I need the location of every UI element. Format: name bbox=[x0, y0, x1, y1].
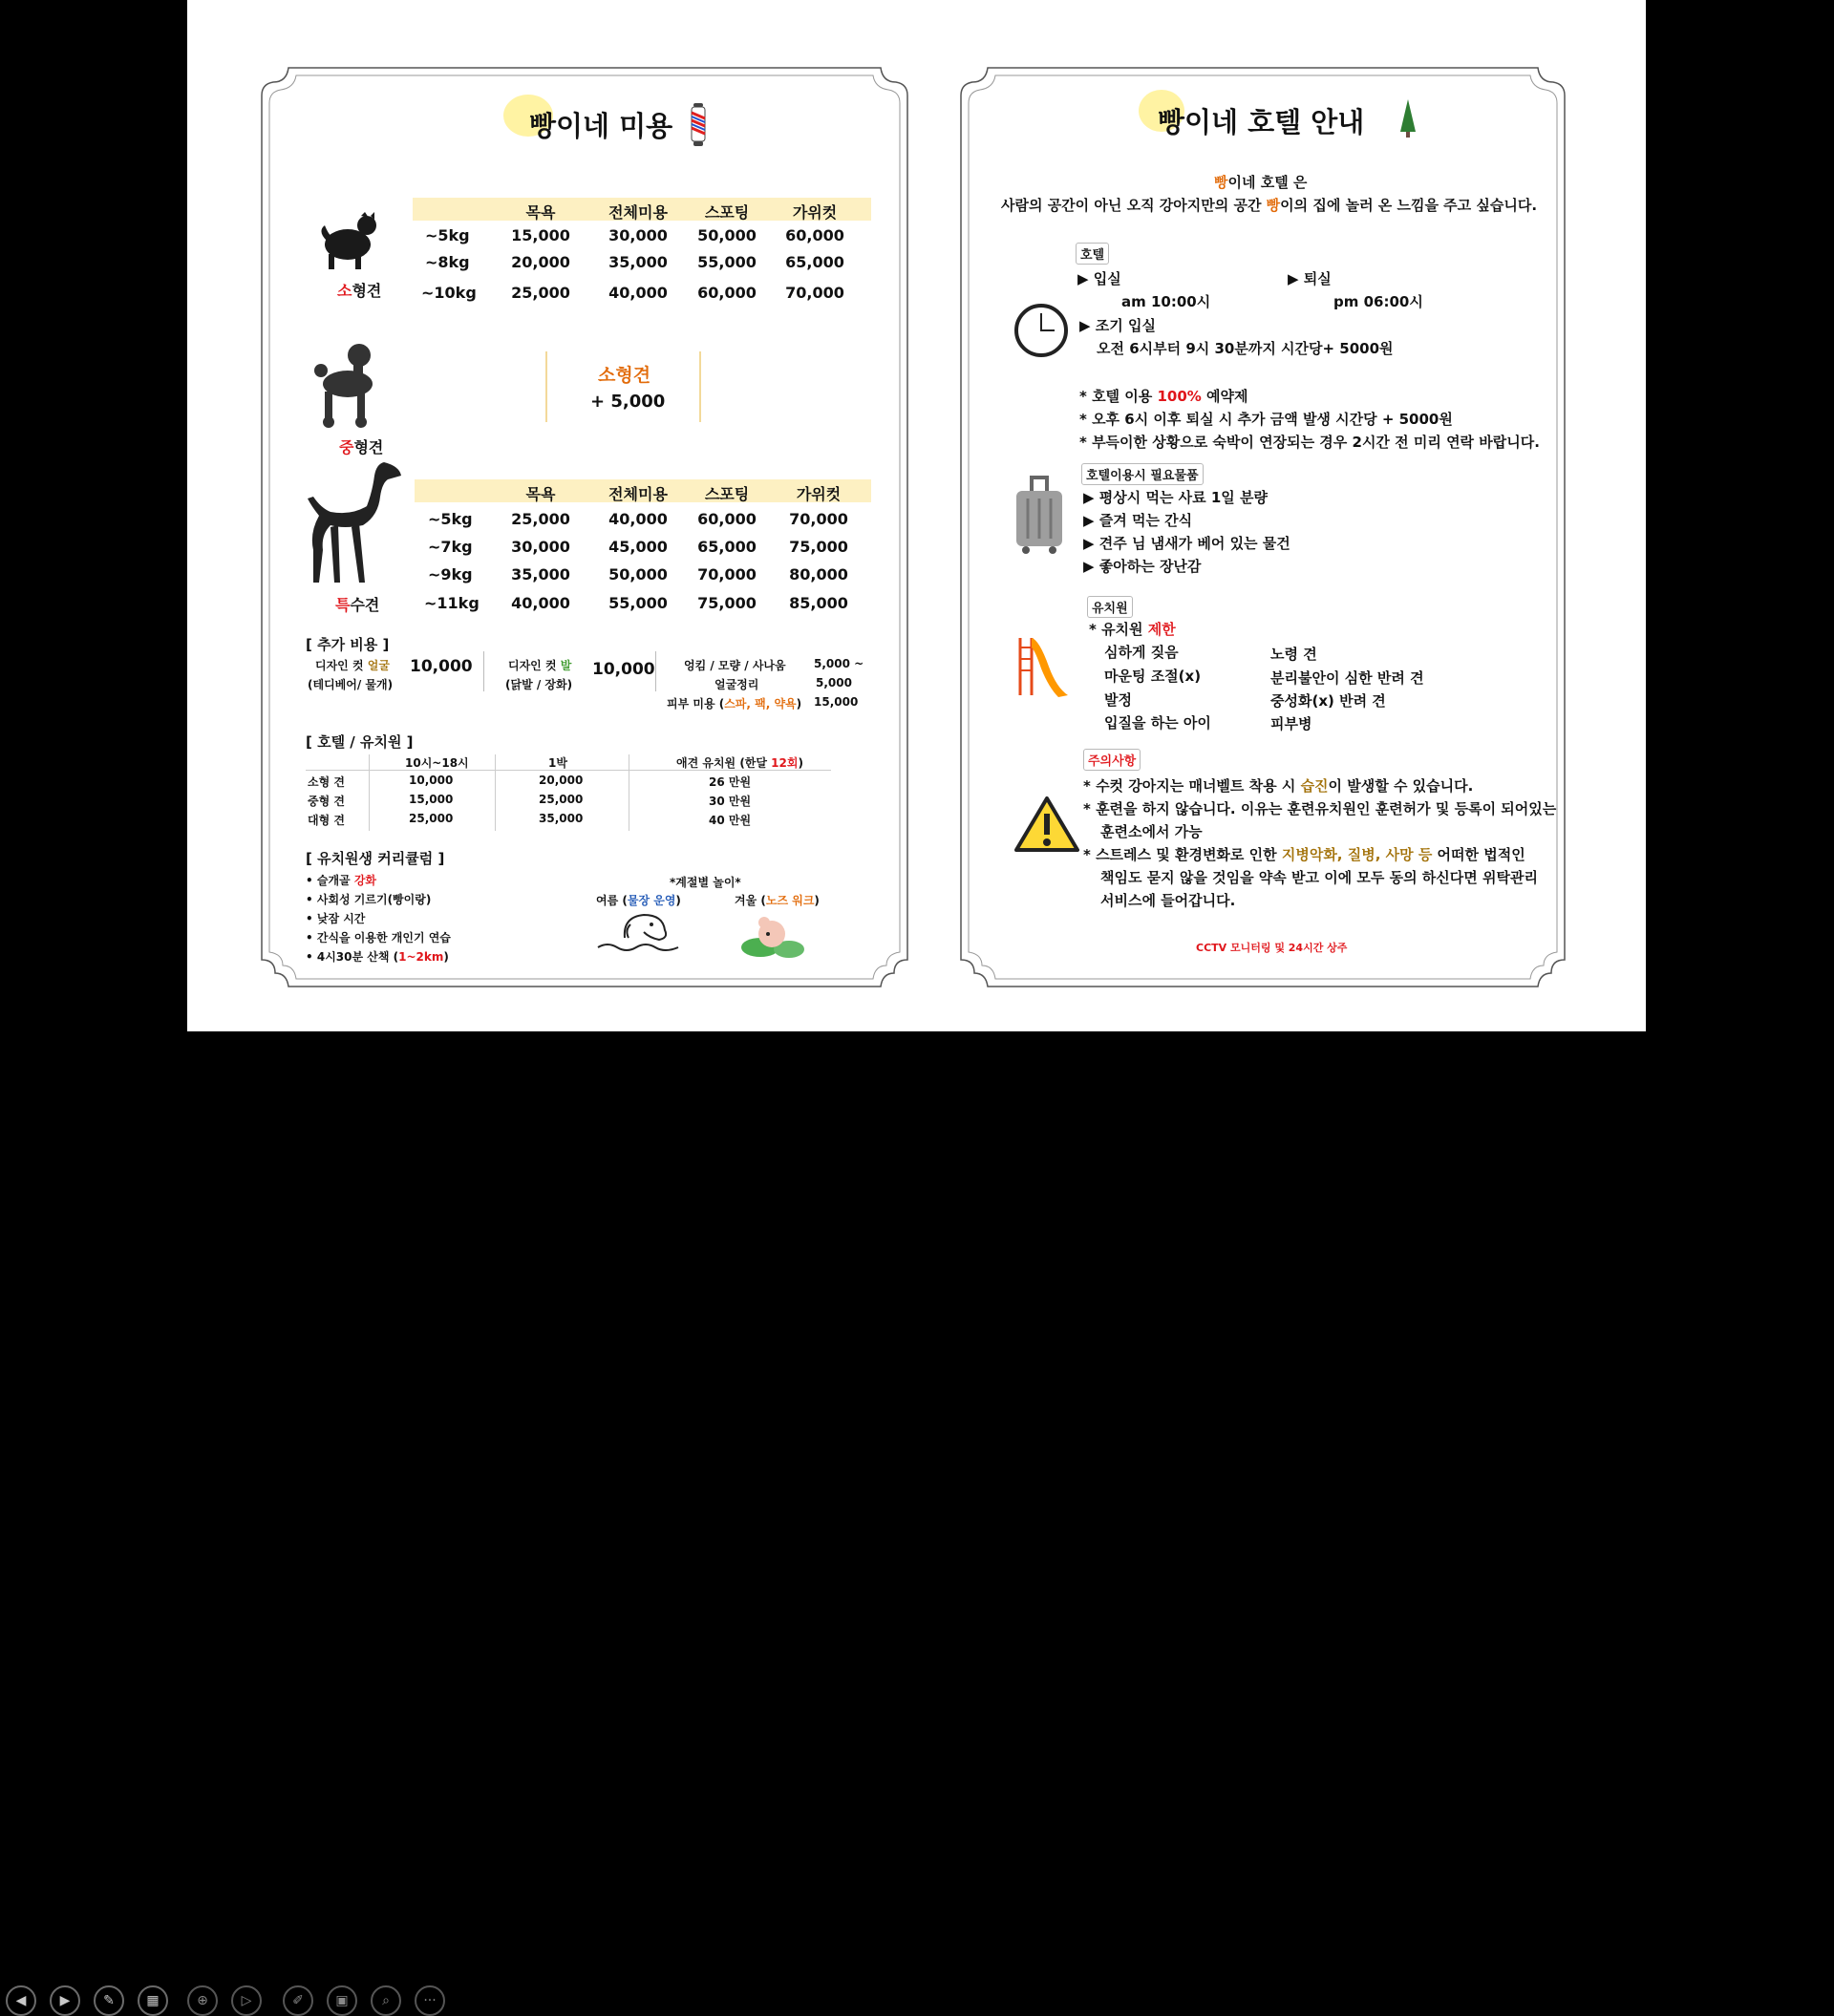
table-cell: 65,000 bbox=[684, 538, 770, 556]
curriculum-item: • 4시30분 산책 (1~2km) bbox=[306, 948, 449, 965]
hk-col-divider bbox=[369, 754, 370, 831]
table-cell: 25,000 bbox=[502, 510, 579, 528]
slides-icon[interactable] bbox=[138, 1985, 168, 2016]
table-cell: 35,000 bbox=[502, 565, 579, 584]
kinder-section-tag: 유치원 bbox=[1087, 596, 1133, 618]
table-cell: 70,000 bbox=[684, 565, 770, 584]
more-icon[interactable] bbox=[415, 1985, 445, 2016]
table-row-label: 소형 견 bbox=[308, 774, 345, 790]
kinder-restriction-heading: * 유치원 제한 bbox=[1089, 619, 1176, 639]
table-cell: 60,000 bbox=[772, 226, 858, 244]
video-glyph bbox=[242, 1993, 252, 2008]
slides-glyph bbox=[146, 1993, 159, 2008]
extra-skin-label: 피부 미용 (스파, 팩, 약욕) bbox=[667, 695, 801, 711]
video-icon[interactable] bbox=[231, 1985, 262, 2016]
greyhound-silhouette-icon bbox=[306, 458, 407, 592]
hk-col-day: 10시~18시 bbox=[405, 754, 469, 771]
next-glyph bbox=[60, 1993, 71, 2008]
medium-box-value: + 5,000 bbox=[590, 392, 665, 412]
kinder-restriction-item: 분리불안이 심한 반려 견 bbox=[1270, 668, 1424, 688]
seasonal-play-label: *계절별 놀이* bbox=[670, 874, 741, 890]
table-row-weight: ~11kg bbox=[424, 594, 480, 612]
table-cell: 35,000 bbox=[539, 812, 583, 825]
table-cell: 35,000 bbox=[590, 253, 686, 271]
table-cell: 25,000 bbox=[409, 812, 453, 825]
table-cell: 75,000 bbox=[776, 538, 862, 556]
checkout-label: ▶ 퇴실 bbox=[1288, 268, 1332, 288]
table-cell: 40,000 bbox=[502, 594, 579, 612]
extra-skin-price: 15,000 bbox=[814, 695, 858, 709]
kinder-restriction-item: 심하게 짖음 bbox=[1104, 642, 1179, 662]
special-header-full: 전체미용 bbox=[590, 482, 686, 504]
hotel-note-3: * 부득이한 상황으로 숙박이 연장되는 경우 2시간 전 미리 연락 바랍니다. bbox=[1079, 432, 1540, 452]
extra-face-trim-label: 얼굴정리 bbox=[714, 676, 758, 692]
table-cell: 25,000 bbox=[539, 793, 583, 806]
items-section-tag: 호텔이용시 필요물품 bbox=[1081, 463, 1204, 485]
caution-item-cont: 서비스에 들어갑니다. bbox=[1100, 890, 1235, 910]
table-cell: 55,000 bbox=[590, 594, 686, 612]
barber-pole-icon bbox=[688, 101, 709, 153]
hotel-kinder-heading: [ 호텔 / 유치원 ] bbox=[306, 732, 414, 752]
curriculum-item: • 낮잠 시간 bbox=[306, 910, 365, 926]
zoom-icon[interactable] bbox=[187, 1985, 218, 2016]
table-row-weight: ~10kg bbox=[421, 284, 477, 302]
summer-label: 여름 (물장 운영) bbox=[596, 892, 681, 908]
small-header-full: 전체미용 bbox=[590, 201, 686, 223]
table-cell: 20,000 bbox=[502, 253, 579, 271]
table-cell: 30,000 bbox=[590, 226, 686, 244]
winter-label: 겨울 (노즈 워크) bbox=[735, 892, 820, 908]
kinder-restriction-item: 입질을 하는 아이 bbox=[1104, 712, 1211, 732]
kinder-restriction-item: 노령 견 bbox=[1270, 644, 1317, 664]
curriculum-item: • 슬개골 강화 bbox=[306, 872, 376, 888]
table-cell: 10,000 bbox=[409, 774, 453, 787]
foot-cut-price: 10,000 bbox=[592, 660, 655, 679]
hk-header-line bbox=[306, 770, 831, 771]
hotel-note-2: * 오후 6시 이후 퇴실 시 추가 금액 발생 시간당 + 5000원 bbox=[1079, 409, 1453, 429]
tree-icon bbox=[1398, 97, 1418, 143]
special-header-sporting: 스포팅 bbox=[684, 482, 770, 504]
intro-line-1: 빵이네 호텔 은 bbox=[1214, 172, 1307, 192]
table-cell: 40,000 bbox=[590, 284, 686, 302]
hk-col-kinder: 애견 유치원 (한달 12회) bbox=[676, 754, 803, 771]
checkout-time: pm 06:00시 bbox=[1333, 291, 1423, 311]
extra-tangle-price: 5,000 ~ bbox=[814, 657, 864, 670]
pen-icon[interactable] bbox=[94, 1985, 124, 2016]
table-cell: 85,000 bbox=[776, 594, 862, 612]
special-header-bath: 목욕 bbox=[502, 482, 579, 504]
hk-col-night: 1박 bbox=[548, 754, 567, 771]
kinder-restriction-item: 발정 bbox=[1104, 690, 1132, 710]
small-dog-silhouette-icon bbox=[319, 212, 382, 275]
swimming-dog-icon bbox=[596, 909, 682, 961]
zoom-glyph bbox=[197, 1993, 208, 2008]
next-icon[interactable] bbox=[50, 1985, 80, 2016]
table-cell: 40 만원 bbox=[709, 812, 751, 828]
special-dog-label: 특수견 bbox=[335, 593, 379, 615]
pen-glyph bbox=[103, 1993, 115, 2008]
search-icon[interactable] bbox=[371, 1985, 401, 2016]
table-row-weight: ~9kg bbox=[428, 565, 473, 584]
caution-item: * 훈련을 하지 않습니다. 이유는 훈련유치원인 훈련허가 및 등록이 되어있는 bbox=[1083, 798, 1556, 818]
hotel-section-tag: 호텔 bbox=[1076, 243, 1109, 265]
early-checkin-label: ▶ 조기 입실 bbox=[1079, 315, 1156, 335]
table-row-weight: ~7kg bbox=[428, 538, 473, 556]
kinder-restriction-item: 마운팅 조절(x) bbox=[1104, 666, 1201, 686]
table-cell: 80,000 bbox=[776, 565, 862, 584]
slide-canvas bbox=[187, 0, 1646, 1031]
right-title: 빵이네 호텔 안내 bbox=[1158, 101, 1364, 140]
table-cell: 70,000 bbox=[776, 510, 862, 528]
table-cell: 30,000 bbox=[502, 538, 579, 556]
presentation-toolbar bbox=[0, 989, 497, 1031]
table-cell: 15,000 bbox=[409, 793, 453, 806]
caution-item-cont: 훈련소에서 가능 bbox=[1100, 821, 1203, 841]
early-checkin-text: 오전 6시부터 9시 30분까지 시간당+ 5000원 bbox=[1097, 338, 1394, 358]
cctv-notice: CCTV 모니터링 및 24시간 상주 bbox=[1196, 940, 1347, 955]
checkin-time: am 10:00시 bbox=[1121, 291, 1210, 311]
curriculum-item: • 간식을 이용한 개인기 연습 bbox=[306, 929, 451, 945]
caution-item: * 스트레스 및 환경변화로 인한 지병악화, 질병, 사망 등 어떠한 법적인 bbox=[1083, 844, 1525, 864]
extra-face-trim-price: 5,000 bbox=[816, 676, 852, 690]
small-header-bath: 목욕 bbox=[502, 201, 579, 223]
table-cell: 60,000 bbox=[684, 284, 770, 302]
items-list-item: ▶ 견주 님 냄새가 베어 있는 물건 bbox=[1083, 533, 1290, 553]
kinder-restriction-item: 피부병 bbox=[1270, 713, 1312, 733]
foot-cut-sub: (닭발 / 장화) bbox=[505, 676, 572, 692]
table-cell: 15,000 bbox=[502, 226, 579, 244]
poodle-silhouette-icon bbox=[309, 342, 382, 434]
search-glyph bbox=[382, 1993, 390, 2008]
extra-tangle-label: 엉킴 / 모량 / 사나움 bbox=[684, 657, 786, 673]
table-cell: 45,000 bbox=[590, 538, 686, 556]
face-cut-label: 디자인 컷 얼굴 bbox=[315, 657, 390, 673]
extra-cost-heading: [ 추가 비용 ] bbox=[306, 634, 389, 654]
warning-icon bbox=[1014, 795, 1079, 858]
hotel-note-1: * 호텔 이용 100% 예약제 bbox=[1079, 386, 1248, 406]
clock-icon bbox=[1014, 304, 1068, 361]
table-row-weight: ~5kg bbox=[425, 226, 470, 244]
table-cell: 25,000 bbox=[502, 284, 579, 302]
intro-line-2: 사람의 공간이 아닌 오직 강아지만의 공간 빵이의 집에 놀러 온 느낌을 주고 싶습니다. bbox=[1001, 195, 1537, 215]
medium-dog-label: 중형견 bbox=[339, 435, 383, 457]
caution-section-tag: 주의사항 bbox=[1083, 749, 1141, 771]
prev-icon[interactable] bbox=[6, 1985, 36, 2016]
hk-col-divider bbox=[495, 754, 496, 831]
curriculum-heading: [ 유치원생 커리큘럼 ] bbox=[306, 848, 444, 868]
face-cut-sub: (테디베어/ 물개) bbox=[308, 676, 393, 692]
extra-divider bbox=[655, 651, 656, 691]
table-cell: 30 만원 bbox=[709, 793, 751, 809]
items-list-item: ▶ 즐겨 먹는 간식 bbox=[1083, 510, 1192, 530]
checkin-label: ▶ 입실 bbox=[1077, 268, 1121, 288]
medium-box-title: 소형견 bbox=[598, 361, 650, 387]
kinder-restriction-item: 중성화(x) 반려 견 bbox=[1270, 690, 1386, 711]
edit-glyph bbox=[292, 1993, 304, 2008]
caution-item-cont: 책임도 묻지 않을 것임을 약속 받고 이에 모두 동의 하신다면 위탁관리 bbox=[1100, 867, 1538, 887]
table-cell: 50,000 bbox=[684, 226, 770, 244]
table-row-label: 대형 견 bbox=[308, 812, 345, 828]
screen-glyph bbox=[335, 1993, 348, 2008]
curriculum-item: • 사회성 기르기(빵이랑) bbox=[306, 891, 431, 907]
items-list-item: ▶ 좋아하는 장난감 bbox=[1083, 556, 1201, 576]
table-cell: 20,000 bbox=[539, 774, 583, 787]
table-cell: 70,000 bbox=[772, 284, 858, 302]
table-cell: 26 만원 bbox=[709, 774, 751, 790]
table-cell: 55,000 bbox=[684, 253, 770, 271]
left-title: 빵이네 미용 bbox=[529, 105, 672, 144]
table-cell: 50,000 bbox=[590, 565, 686, 584]
face-cut-price: 10,000 bbox=[410, 657, 473, 676]
more-glyph bbox=[423, 1993, 436, 2008]
table-row-label: 중형 견 bbox=[308, 793, 345, 809]
small-header-sporting: 스포팅 bbox=[684, 201, 770, 223]
foot-cut-label: 디자인 컷 발 bbox=[508, 657, 571, 673]
table-cell: 60,000 bbox=[684, 510, 770, 528]
small-header-scissor: 가위컷 bbox=[772, 201, 858, 223]
table-cell: 40,000 bbox=[590, 510, 686, 528]
items-list-item: ▶ 평상시 먹는 사료 1일 분량 bbox=[1083, 487, 1268, 507]
special-header-scissor: 가위컷 bbox=[776, 482, 862, 504]
table-cell: 75,000 bbox=[684, 594, 770, 612]
table-row-weight: ~5kg bbox=[428, 510, 473, 528]
prev-glyph bbox=[16, 1993, 27, 2008]
table-row-weight: ~8kg bbox=[425, 253, 470, 271]
table-cell: 65,000 bbox=[772, 253, 858, 271]
extra-divider bbox=[483, 651, 484, 691]
small-dog-label: 소형견 bbox=[337, 279, 381, 301]
slide-icon bbox=[1011, 628, 1070, 703]
edit-icon[interactable] bbox=[283, 1985, 313, 2016]
screen-icon[interactable] bbox=[327, 1985, 357, 2016]
caution-item: * 수컷 강아지는 매너벨트 착용 시 습진이 발생할 수 있습니다. bbox=[1083, 775, 1473, 796]
suitcase-icon bbox=[1011, 476, 1068, 560]
nosework-dog-icon bbox=[739, 909, 806, 966]
